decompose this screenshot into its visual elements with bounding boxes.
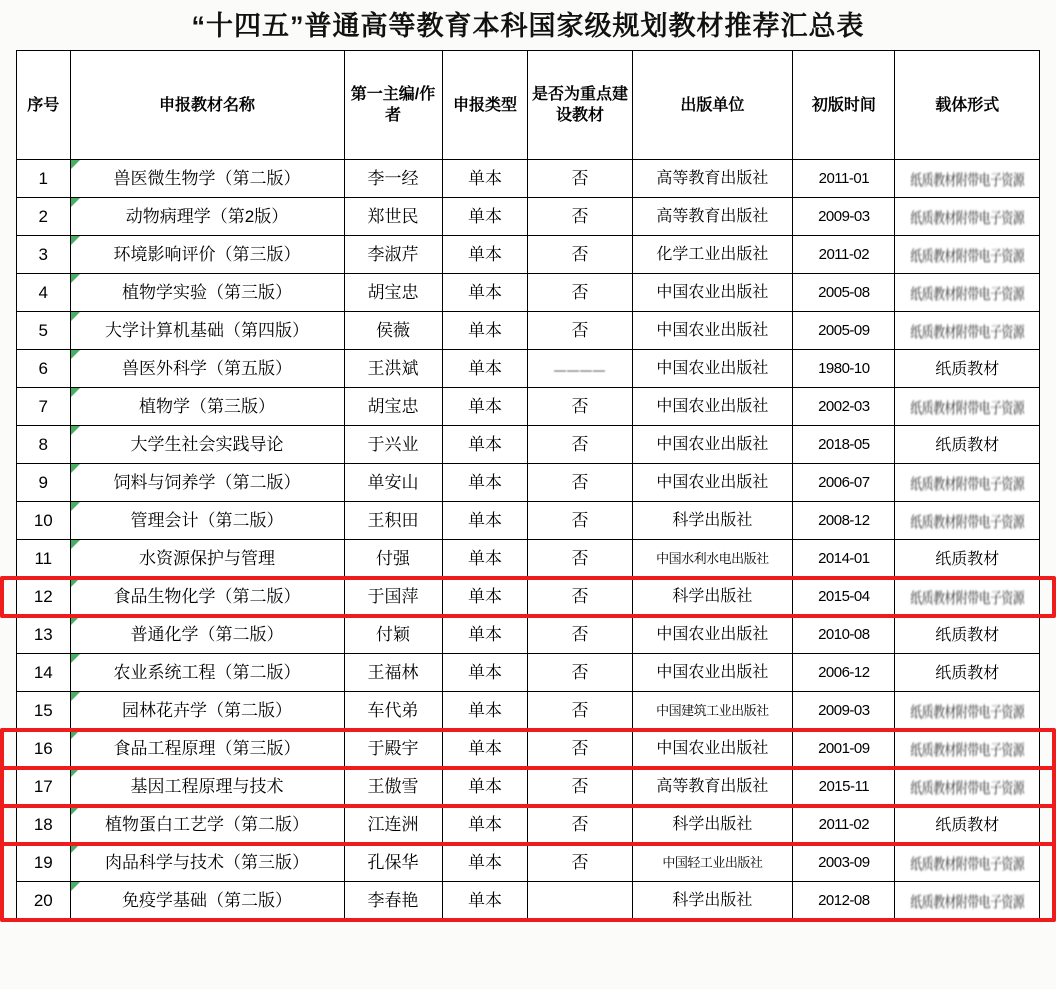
cell-author: 李一经 (344, 160, 442, 198)
cell-name: 植物学（第三版） (70, 388, 344, 426)
cell-date: 2011-02 (793, 806, 895, 844)
cell-publisher: 中国建筑工业出版社 (632, 692, 793, 730)
carrier-form-text: 纸质教材附带电子资源 (910, 322, 1025, 341)
cell-key-textbook: 否 (528, 388, 632, 426)
cell-key-textbook (528, 882, 632, 920)
cell-key-textbook: 否 (528, 312, 632, 350)
cell-index: 6 (17, 350, 71, 388)
cell-key-textbook: 否 (528, 198, 632, 236)
cell-type: 单本 (442, 198, 528, 236)
carrier-form-text: 纸质教材附带电子资源 (910, 512, 1025, 531)
cell-name: 免疫学基础（第二版） (70, 882, 344, 920)
header-type: 申报类型 (442, 51, 528, 160)
carrier-form-text: 纸质教材 (935, 550, 1000, 568)
carrier-form-text: 纸质教材附带电子资源 (910, 208, 1025, 227)
cell-publisher: 中国农业出版社 (632, 654, 793, 692)
cell-type: 单本 (442, 540, 528, 578)
cell-key-illegible: ———— (554, 362, 607, 377)
cell-name: 基因工程原理与技术 (70, 768, 344, 806)
cell-index: 3 (17, 236, 71, 274)
cell-type: 单本 (442, 350, 528, 388)
cell-author: 付强 (344, 540, 442, 578)
table-row (17, 312, 1040, 350)
cell-date: 2014-01 (793, 540, 895, 578)
cell-author: 胡宝忠 (344, 274, 442, 312)
cell-author: 王洪斌 (344, 350, 442, 388)
table-row (17, 806, 1040, 844)
cell-index: 2 (17, 198, 71, 236)
cell-carrier-form (895, 844, 1040, 882)
carrier-form-text: 纸质教材附带电子资源 (910, 854, 1025, 873)
header-publisher: 出版单位 (632, 51, 793, 160)
cell-name: 动物病理学（第2版） (70, 198, 344, 236)
cell-carrier-form (895, 312, 1040, 350)
cell-key-textbook (528, 350, 632, 388)
cell-type: 单本 (442, 502, 528, 540)
textbook-summary-table (16, 50, 1040, 920)
cell-carrier-form (895, 198, 1040, 236)
cell-author: 于殿宇 (344, 730, 442, 768)
carrier-form-text: 纸质教材附带电子资源 (910, 702, 1025, 721)
cell-name: 农业系统工程（第二版） (70, 654, 344, 692)
cell-key-textbook: 否 (528, 654, 632, 692)
cell-type: 单本 (442, 160, 528, 198)
cell-carrier-form (895, 160, 1040, 198)
cell-carrier-form (895, 350, 1040, 388)
cell-date: 2003-09 (793, 844, 895, 882)
table-header (17, 51, 1040, 160)
cell-key-textbook: 否 (528, 578, 632, 616)
cell-index: 16 (17, 730, 71, 768)
header-author: 第一主编/作者 (344, 51, 442, 160)
cell-publisher: 高等教育出版社 (632, 160, 793, 198)
cell-name: 普通化学（第二版） (70, 616, 344, 654)
cell-carrier-form (895, 236, 1040, 274)
table-row (17, 616, 1040, 654)
cell-publisher: 中国农业出版社 (632, 274, 793, 312)
cell-date: 1980-10 (793, 350, 895, 388)
cell-index: 18 (17, 806, 71, 844)
cell-type: 单本 (442, 882, 528, 920)
cell-carrier-form (895, 426, 1040, 464)
carrier-form-text: 纸质教材 (935, 626, 1000, 644)
cell-publisher: 中国水利水电出版社 (632, 540, 793, 578)
cell-carrier-form (895, 388, 1040, 426)
cell-index: 10 (17, 502, 71, 540)
cell-name: 食品工程原理（第三版） (70, 730, 344, 768)
cell-publisher: 中国农业出版社 (632, 730, 793, 768)
cell-key-textbook: 否 (528, 464, 632, 502)
cell-date: 2006-12 (793, 654, 895, 692)
cell-name: 管理会计（第二版） (70, 502, 344, 540)
cell-publisher: 化学工业出版社 (632, 236, 793, 274)
table-row (17, 464, 1040, 502)
cell-name: 大学生社会实践导论 (70, 426, 344, 464)
cell-name: 环境影响评价（第三版） (70, 236, 344, 274)
cell-date: 2009-03 (793, 198, 895, 236)
carrier-form-text: 纸质教材 (935, 360, 1000, 378)
cell-type: 单本 (442, 692, 528, 730)
cell-index: 12 (17, 578, 71, 616)
cell-key-textbook: 否 (528, 730, 632, 768)
cell-publisher: 中国农业出版社 (632, 388, 793, 426)
cell-author: 单安山 (344, 464, 442, 502)
cell-key-textbook: 否 (528, 502, 632, 540)
cell-key-textbook: 否 (528, 236, 632, 274)
cell-index: 17 (17, 768, 71, 806)
table-row (17, 274, 1040, 312)
cell-index: 9 (17, 464, 71, 502)
table-row (17, 198, 1040, 236)
cell-name: 水资源保护与管理 (70, 540, 344, 578)
carrier-form-text: 纸质教材附带电子资源 (910, 246, 1025, 265)
cell-index: 4 (17, 274, 71, 312)
table-row (17, 692, 1040, 730)
cell-author: 李淑芹 (344, 236, 442, 274)
cell-name: 兽医微生物学（第二版） (70, 160, 344, 198)
cell-type: 单本 (442, 616, 528, 654)
cell-date: 2002-03 (793, 388, 895, 426)
cell-carrier-form (895, 654, 1040, 692)
cell-index: 20 (17, 882, 71, 920)
cell-key-textbook: 否 (528, 274, 632, 312)
cell-index: 11 (17, 540, 71, 578)
cell-date: 2011-01 (793, 160, 895, 198)
carrier-form-text: 纸质教材附带电子资源 (910, 170, 1025, 189)
cell-type: 单本 (442, 844, 528, 882)
cell-index: 14 (17, 654, 71, 692)
cell-author: 王傲雪 (344, 768, 442, 806)
header-index: 序号 (17, 51, 71, 160)
table-row (17, 426, 1040, 464)
table-row (17, 768, 1040, 806)
cell-name: 饲料与饲养学（第二版） (70, 464, 344, 502)
cell-date: 2008-12 (793, 502, 895, 540)
cell-publisher: 高等教育出版社 (632, 768, 793, 806)
cell-author: 于兴业 (344, 426, 442, 464)
header-form: 载体形式 (895, 51, 1040, 160)
cell-index: 13 (17, 616, 71, 654)
cell-type: 单本 (442, 236, 528, 274)
carrier-form-text: 纸质教材附带电子资源 (910, 588, 1025, 607)
page-bottom-edge (0, 989, 1056, 999)
header-date: 初版时间 (793, 51, 895, 160)
cell-carrier-form (895, 616, 1040, 654)
cell-author: 王福林 (344, 654, 442, 692)
header-key: 是否为重点建设教材 (528, 51, 632, 160)
carrier-form-text: 纸质教材 (935, 436, 1000, 454)
cell-author: 王积田 (344, 502, 442, 540)
cell-type: 单本 (442, 464, 528, 502)
cell-carrier-form (895, 578, 1040, 616)
cell-key-textbook: 否 (528, 426, 632, 464)
cell-author: 胡宝忠 (344, 388, 442, 426)
cell-author: 于国萍 (344, 578, 442, 616)
cell-date: 2011-02 (793, 236, 895, 274)
cell-author: 孔保华 (344, 844, 442, 882)
table-row (17, 654, 1040, 692)
table-row (17, 236, 1040, 274)
carrier-form-text: 纸质教材附带电子资源 (910, 892, 1025, 911)
cell-publisher: 科学出版社 (632, 502, 793, 540)
cell-carrier-form (895, 464, 1040, 502)
cell-date: 2001-09 (793, 730, 895, 768)
cell-publisher: 中国轻工业出版社 (632, 844, 793, 882)
cell-key-textbook: 否 (528, 160, 632, 198)
cell-index: 7 (17, 388, 71, 426)
table-body (17, 160, 1040, 920)
cell-index: 19 (17, 844, 71, 882)
cell-type: 单本 (442, 388, 528, 426)
cell-key-textbook: 否 (528, 806, 632, 844)
cell-name: 园林花卉学（第二版） (70, 692, 344, 730)
cell-type: 单本 (442, 806, 528, 844)
cell-author: 付颖 (344, 616, 442, 654)
table-row (17, 844, 1040, 882)
cell-author: 侯薇 (344, 312, 442, 350)
cell-type: 单本 (442, 768, 528, 806)
table-row (17, 160, 1040, 198)
header-name: 申报教材名称 (70, 51, 344, 160)
cell-publisher: 科学出版社 (632, 578, 793, 616)
carrier-form-text: 纸质教材附带电子资源 (910, 740, 1025, 759)
cell-type: 单本 (442, 730, 528, 768)
cell-name: 肉品科学与技术（第三版） (70, 844, 344, 882)
cell-name: 大学计算机基础（第四版） (70, 312, 344, 350)
carrier-form-text: 纸质教材 (935, 816, 1000, 834)
cell-carrier-form (895, 882, 1040, 920)
cell-carrier-form (895, 540, 1040, 578)
cell-index: 8 (17, 426, 71, 464)
cell-name: 食品生物化学（第二版） (70, 578, 344, 616)
carrier-form-text: 纸质教材 (935, 664, 1000, 682)
cell-carrier-form (895, 274, 1040, 312)
table-row (17, 730, 1040, 768)
cell-publisher: 高等教育出版社 (632, 198, 793, 236)
cell-carrier-form (895, 502, 1040, 540)
cell-date: 2009-03 (793, 692, 895, 730)
cell-date: 2015-11 (793, 768, 895, 806)
cell-key-textbook: 否 (528, 540, 632, 578)
cell-author: 李春艳 (344, 882, 442, 920)
cell-index: 1 (17, 160, 71, 198)
cell-key-textbook: 否 (528, 768, 632, 806)
table-row (17, 578, 1040, 616)
table-row (17, 882, 1040, 920)
cell-type: 单本 (442, 426, 528, 464)
cell-date: 2010-08 (793, 616, 895, 654)
cell-date: 2005-09 (793, 312, 895, 350)
page-title: “十四五”普通高等教育本科国家级规划教材推荐汇总表 (191, 11, 865, 41)
carrier-form-text: 纸质教材附带电子资源 (910, 398, 1025, 417)
cell-publisher: 科学出版社 (632, 882, 793, 920)
cell-author: 江连洲 (344, 806, 442, 844)
cell-publisher: 中国农业出版社 (632, 350, 793, 388)
table-row (17, 502, 1040, 540)
cell-date: 2006-07 (793, 464, 895, 502)
carrier-form-text: 纸质教材附带电子资源 (910, 474, 1025, 493)
cell-type: 单本 (442, 578, 528, 616)
cell-author: 车代弟 (344, 692, 442, 730)
cell-publisher: 中国农业出版社 (632, 616, 793, 654)
cell-author: 郑世民 (344, 198, 442, 236)
carrier-form-text: 纸质教材附带电子资源 (910, 284, 1025, 303)
cell-carrier-form (895, 768, 1040, 806)
cell-name: 植物学实验（第三版） (70, 274, 344, 312)
cell-publisher: 中国农业出版社 (632, 464, 793, 502)
cell-carrier-form (895, 692, 1040, 730)
cell-date: 2015-04 (793, 578, 895, 616)
cell-key-textbook: 否 (528, 844, 632, 882)
carrier-form-text: 纸质教材附带电子资源 (910, 778, 1025, 797)
table-header-row (17, 51, 1040, 160)
cell-key-textbook: 否 (528, 692, 632, 730)
cell-publisher: 中国农业出版社 (632, 312, 793, 350)
cell-type: 单本 (442, 274, 528, 312)
cell-date: 2005-08 (793, 274, 895, 312)
cell-date: 2018-05 (793, 426, 895, 464)
table-row (17, 540, 1040, 578)
cell-carrier-form (895, 806, 1040, 844)
table-row (17, 388, 1040, 426)
cell-index: 5 (17, 312, 71, 350)
cell-type: 单本 (442, 654, 528, 692)
cell-index: 15 (17, 692, 71, 730)
cell-publisher: 科学出版社 (632, 806, 793, 844)
cell-key-textbook: 否 (528, 616, 632, 654)
cell-type: 单本 (442, 312, 528, 350)
cell-publisher: 中国农业出版社 (632, 426, 793, 464)
cell-name: 植物蛋白工艺学（第二版） (70, 806, 344, 844)
table-row (17, 350, 1040, 388)
cell-name: 兽医外科学（第五版） (70, 350, 344, 388)
cell-date: 2012-08 (793, 882, 895, 920)
cell-carrier-form (895, 730, 1040, 768)
